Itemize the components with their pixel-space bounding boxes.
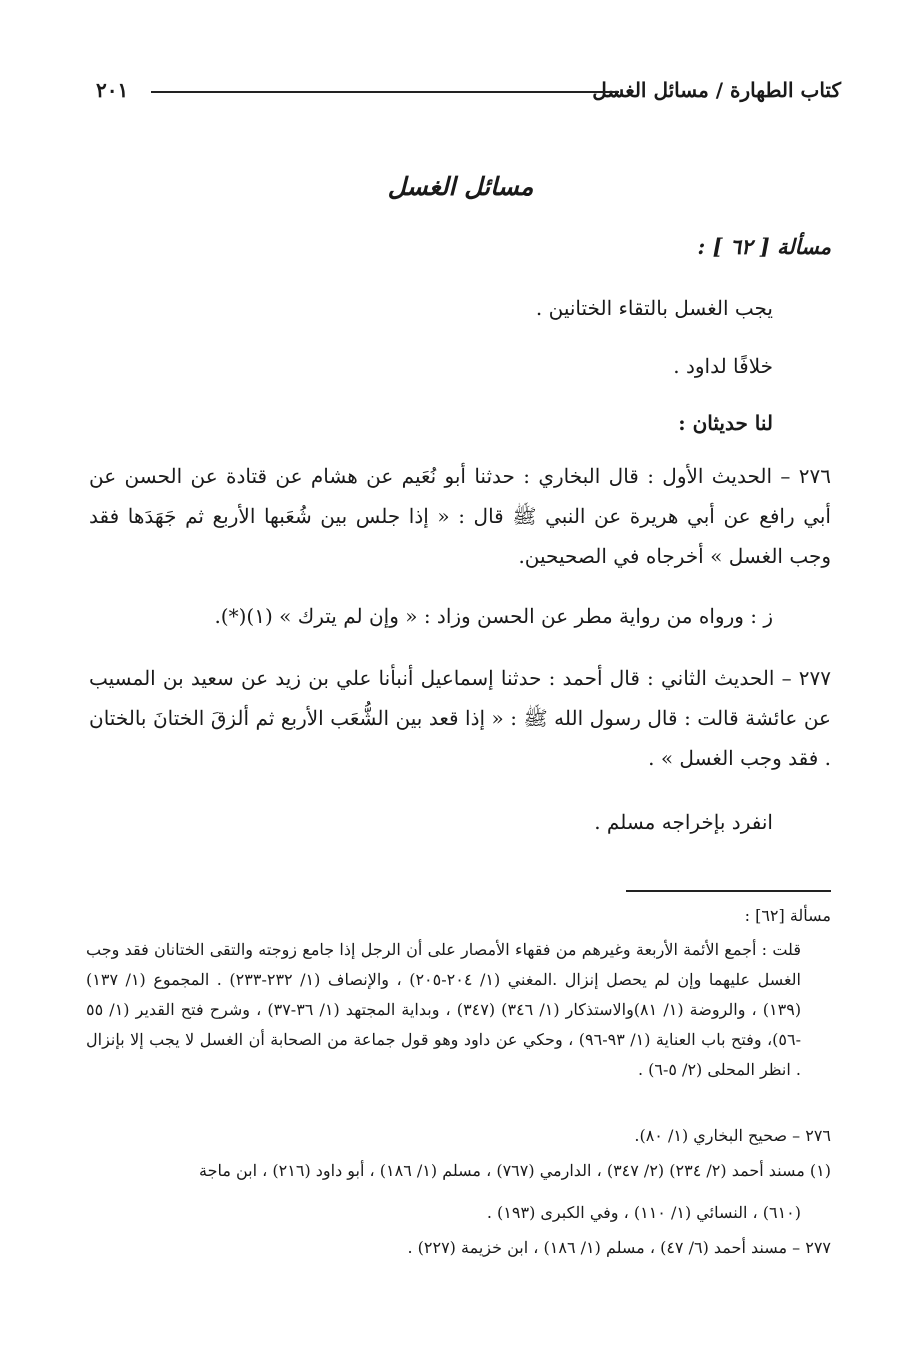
- dissent-line: خلافًا لداود .: [673, 354, 773, 378]
- hadith-276-paragraph: ٢٧٦ – الحديث الأول : قال البخاري : حدثنا أبو نُعَيم عن هشام عن قتادة عن الحسن عن أبي رافع عن أبي هريرة عن النبي ﷺ قال : « إذا جلس بين شُعَبها الأربع ثم جَهَدَها فقد وجب الغسل » أخرجاه في الصحيحين.: [89, 464, 831, 568]
- footnote-heading: مسألة [٦٢] :: [744, 906, 831, 925]
- footnote-1-line-2: (٦١٠) ، النسائي (١/ ١١٠) ، وفي الكبرى (١٩٣) .: [486, 1203, 801, 1222]
- footnote-277: ٢٧٧ – مسند أحمد (٦/ ٤٧) ، مسلم (١/ ١٨٦) ، ابن خزيمة (٢٢٧) .: [407, 1238, 831, 1257]
- page-number: ٢٠١: [96, 78, 129, 102]
- running-head: [96, 76, 841, 110]
- ruling-line: يجب الغسل بالتقاء الختانين .: [535, 296, 773, 320]
- hadith-276-note: ز : ورواه من رواية مطر عن الحسن وزاد : « وإن لم يترك » (١)(*).: [214, 604, 773, 628]
- section-title: مسائل الغسل: [387, 172, 534, 201]
- footnote-separator: [626, 890, 831, 892]
- hadith-277-note: انفرد بإخراجه مسلم .: [594, 810, 773, 834]
- issue-label: مسألة [ ٦٢ ] :: [697, 234, 831, 259]
- hadith-277-paragraph: ٢٧٧ – الحديث الثاني : قال أحمد : حدثنا إسماعيل أنبأنا علي بن زيد عن سعيد بن المسيب عن عائشة قالت : قال رسول الله ﷺ : « إذا قعد بين الشُّعَب الأربع ثم ألزقَ الختانَ بالختان . فقد وجب الغسل » .: [89, 666, 831, 770]
- running-head-title: كتاب الطهارة / مسائل الغسل: [592, 78, 841, 102]
- footnote-276: ٢٧٦ – صحيح البخاري (١/ ٨٠).: [634, 1126, 831, 1145]
- running-head-rule: [151, 91, 619, 93]
- footnote-body: قلت : أجمع الأئمة الأربعة وغيرهم من فقهاء الأمصار على أن الرجل إذا جامع زوجته والتقى الختانان فقد وجب الغسل عليهما وإن لم يحصل إنزال .المغني (١/ ٢٠٤-٢٠٥) ، والإنصاف (١/ ٢٣٢-٢٣٣) . المجموع (١/ ١٣٧) (١٣٩) ، والروضة (١/ ٨١)والاستذكار (١/ ٣٤٦) (٣٤٧) ، وبداية المجتهد (١/ ٣٦-٣٧) ، وشرح فتح القدير (١/ ٥٥ -٥٦)، وفتح باب العناية (١/ ٩٣-٩٦) ، وحكي عن داود وهو قول جماعة من الصحابة أن الغسل لا يجب إلا بإنزال . انظر المحلى (٢/ ٥-٦) .: [86, 940, 802, 1079]
- footnote-1-line-1: (١) مسند أحمد (٢/ ٢٣٤) (٢/ ٣٤٧) ، الدارمي (٧٦٧) ، مسلم (١/ ١٨٦) ، أبو داود (٢١٦) ، ابن ماجة: [199, 1161, 831, 1180]
- two-hadiths-line: لنا حديثان :: [678, 411, 773, 435]
